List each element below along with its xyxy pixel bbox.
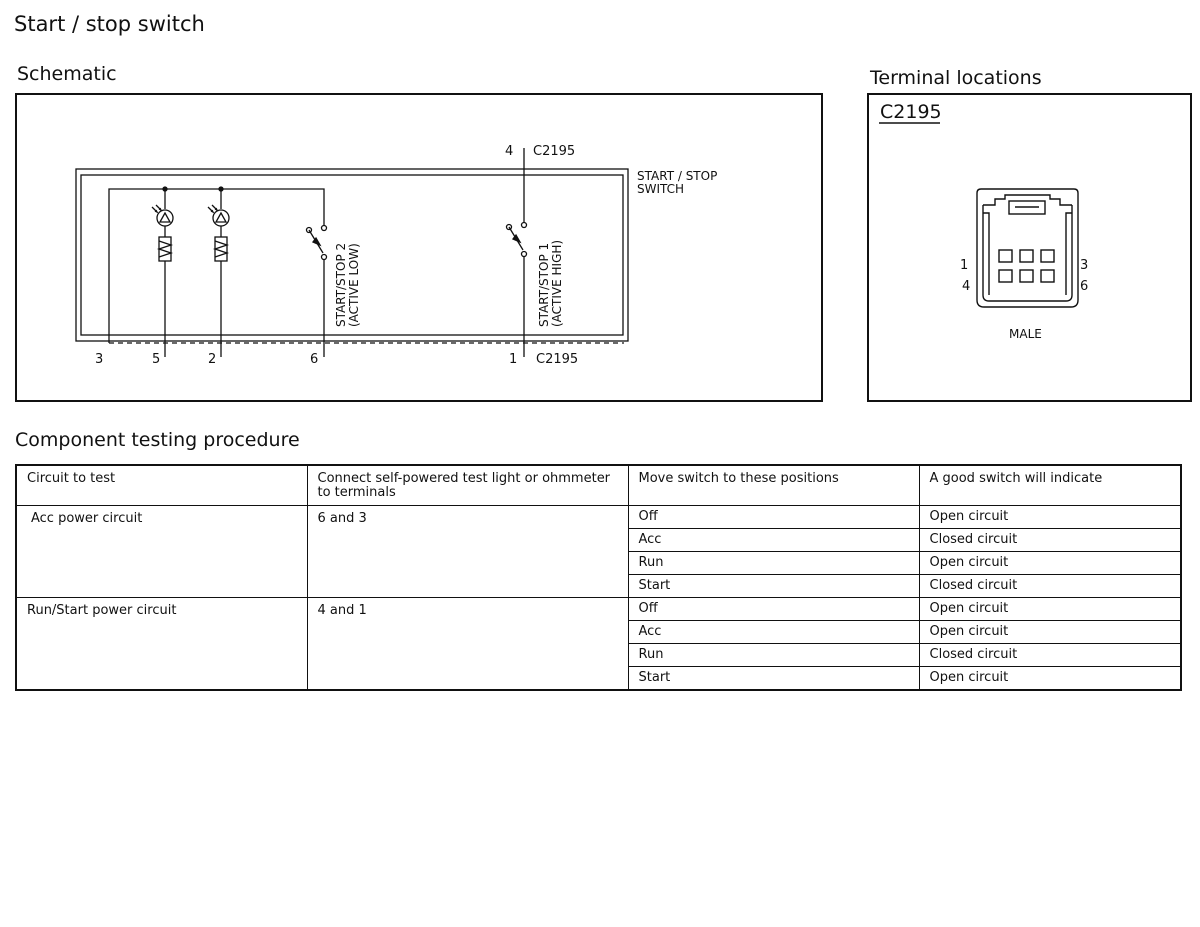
switch-1-label-line2: (ACTIVE HIGH) <box>550 239 564 327</box>
terminal-locations-title: Terminal locations <box>870 67 1042 89</box>
indication-cell: Closed circuit <box>919 528 1181 551</box>
connector-name: C2195 <box>880 101 942 123</box>
indication-cell: Closed circuit <box>919 643 1181 666</box>
header-positions: Move switch to these positions <box>628 465 919 505</box>
bottom-pin-6: 6 <box>310 352 319 367</box>
position-cell: Run <box>628 551 919 574</box>
table-row <box>16 505 1181 528</box>
procedure-title: Component testing procedure <box>15 429 300 451</box>
header-indication: A good switch will indicate <box>919 465 1181 505</box>
table-header-row <box>16 465 1181 505</box>
position-cell: Start <box>628 666 919 690</box>
position-cell: Off <box>628 597 919 620</box>
connector-top-pin: 4 <box>505 144 514 159</box>
circuit-cell: Acc power circuit <box>16 505 307 597</box>
indication-cell: Open circuit <box>919 505 1181 528</box>
terminals-cell: 6 and 3 <box>307 505 628 597</box>
connector-top-name: C2195 <box>533 144 576 159</box>
header-terminals: Connect self-powered test light or ohmmeter to terminals <box>307 465 628 505</box>
pin-cavity-2 <box>1020 250 1033 262</box>
connector-gender: MALE <box>1009 327 1042 341</box>
position-cell: Acc <box>628 620 919 643</box>
terminals-cell: 4 and 1 <box>307 597 628 690</box>
switch-1-contact <box>522 223 527 228</box>
component-label-line2: SWITCH <box>637 182 685 196</box>
position-cell: Run <box>628 643 919 666</box>
bottom-pin-1: 1 <box>509 352 518 367</box>
pin-label-3: 3 <box>1080 258 1089 273</box>
connector-face-diagram <box>869 95 1190 400</box>
pin-label-6: 6 <box>1080 279 1089 294</box>
page-title: Start / stop switch <box>14 12 205 36</box>
terminal-locations-panel <box>867 93 1192 402</box>
pin-cavity-3 <box>1041 250 1054 262</box>
header-circuit: Circuit to test <box>16 465 307 505</box>
indication-cell: Open circuit <box>919 551 1181 574</box>
switch-2-contact <box>322 226 327 231</box>
schematic-title: Schematic <box>17 63 117 85</box>
table-row <box>16 597 1181 620</box>
indication-cell: Closed circuit <box>919 574 1181 597</box>
bottom-pin-2: 2 <box>208 352 217 367</box>
pin-label-4: 4 <box>962 279 971 294</box>
switch-2-label-line2: (ACTIVE LOW) <box>347 243 361 327</box>
procedure-table <box>15 464 1182 691</box>
pin-cavity-1 <box>999 250 1012 262</box>
circuit-cell: Run/Start power circuit <box>16 597 307 690</box>
position-cell: Acc <box>628 528 919 551</box>
indication-cell: Open circuit <box>919 666 1181 690</box>
pin-label-1: 1 <box>960 258 969 273</box>
position-cell: Start <box>628 574 919 597</box>
indication-cell: Open circuit <box>919 620 1181 643</box>
component-label-line1: START / STOP <box>637 169 718 183</box>
switch-1-label-line1: START/STOP 1 <box>537 242 551 327</box>
switch-2-label-line1: START/STOP 2 <box>334 242 348 327</box>
pin-cavity-6 <box>1041 270 1054 282</box>
position-cell: Off <box>628 505 919 528</box>
indication-cell: Open circuit <box>919 597 1181 620</box>
bottom-pin-3: 3 <box>95 352 104 367</box>
schematic-diagram <box>17 95 821 400</box>
pin-cavity-5 <box>1020 270 1033 282</box>
connector-bottom-name: C2195 <box>536 352 579 367</box>
schematic-panel <box>15 93 823 402</box>
bottom-pin-5: 5 <box>152 352 161 367</box>
pin-cavity-4 <box>999 270 1012 282</box>
